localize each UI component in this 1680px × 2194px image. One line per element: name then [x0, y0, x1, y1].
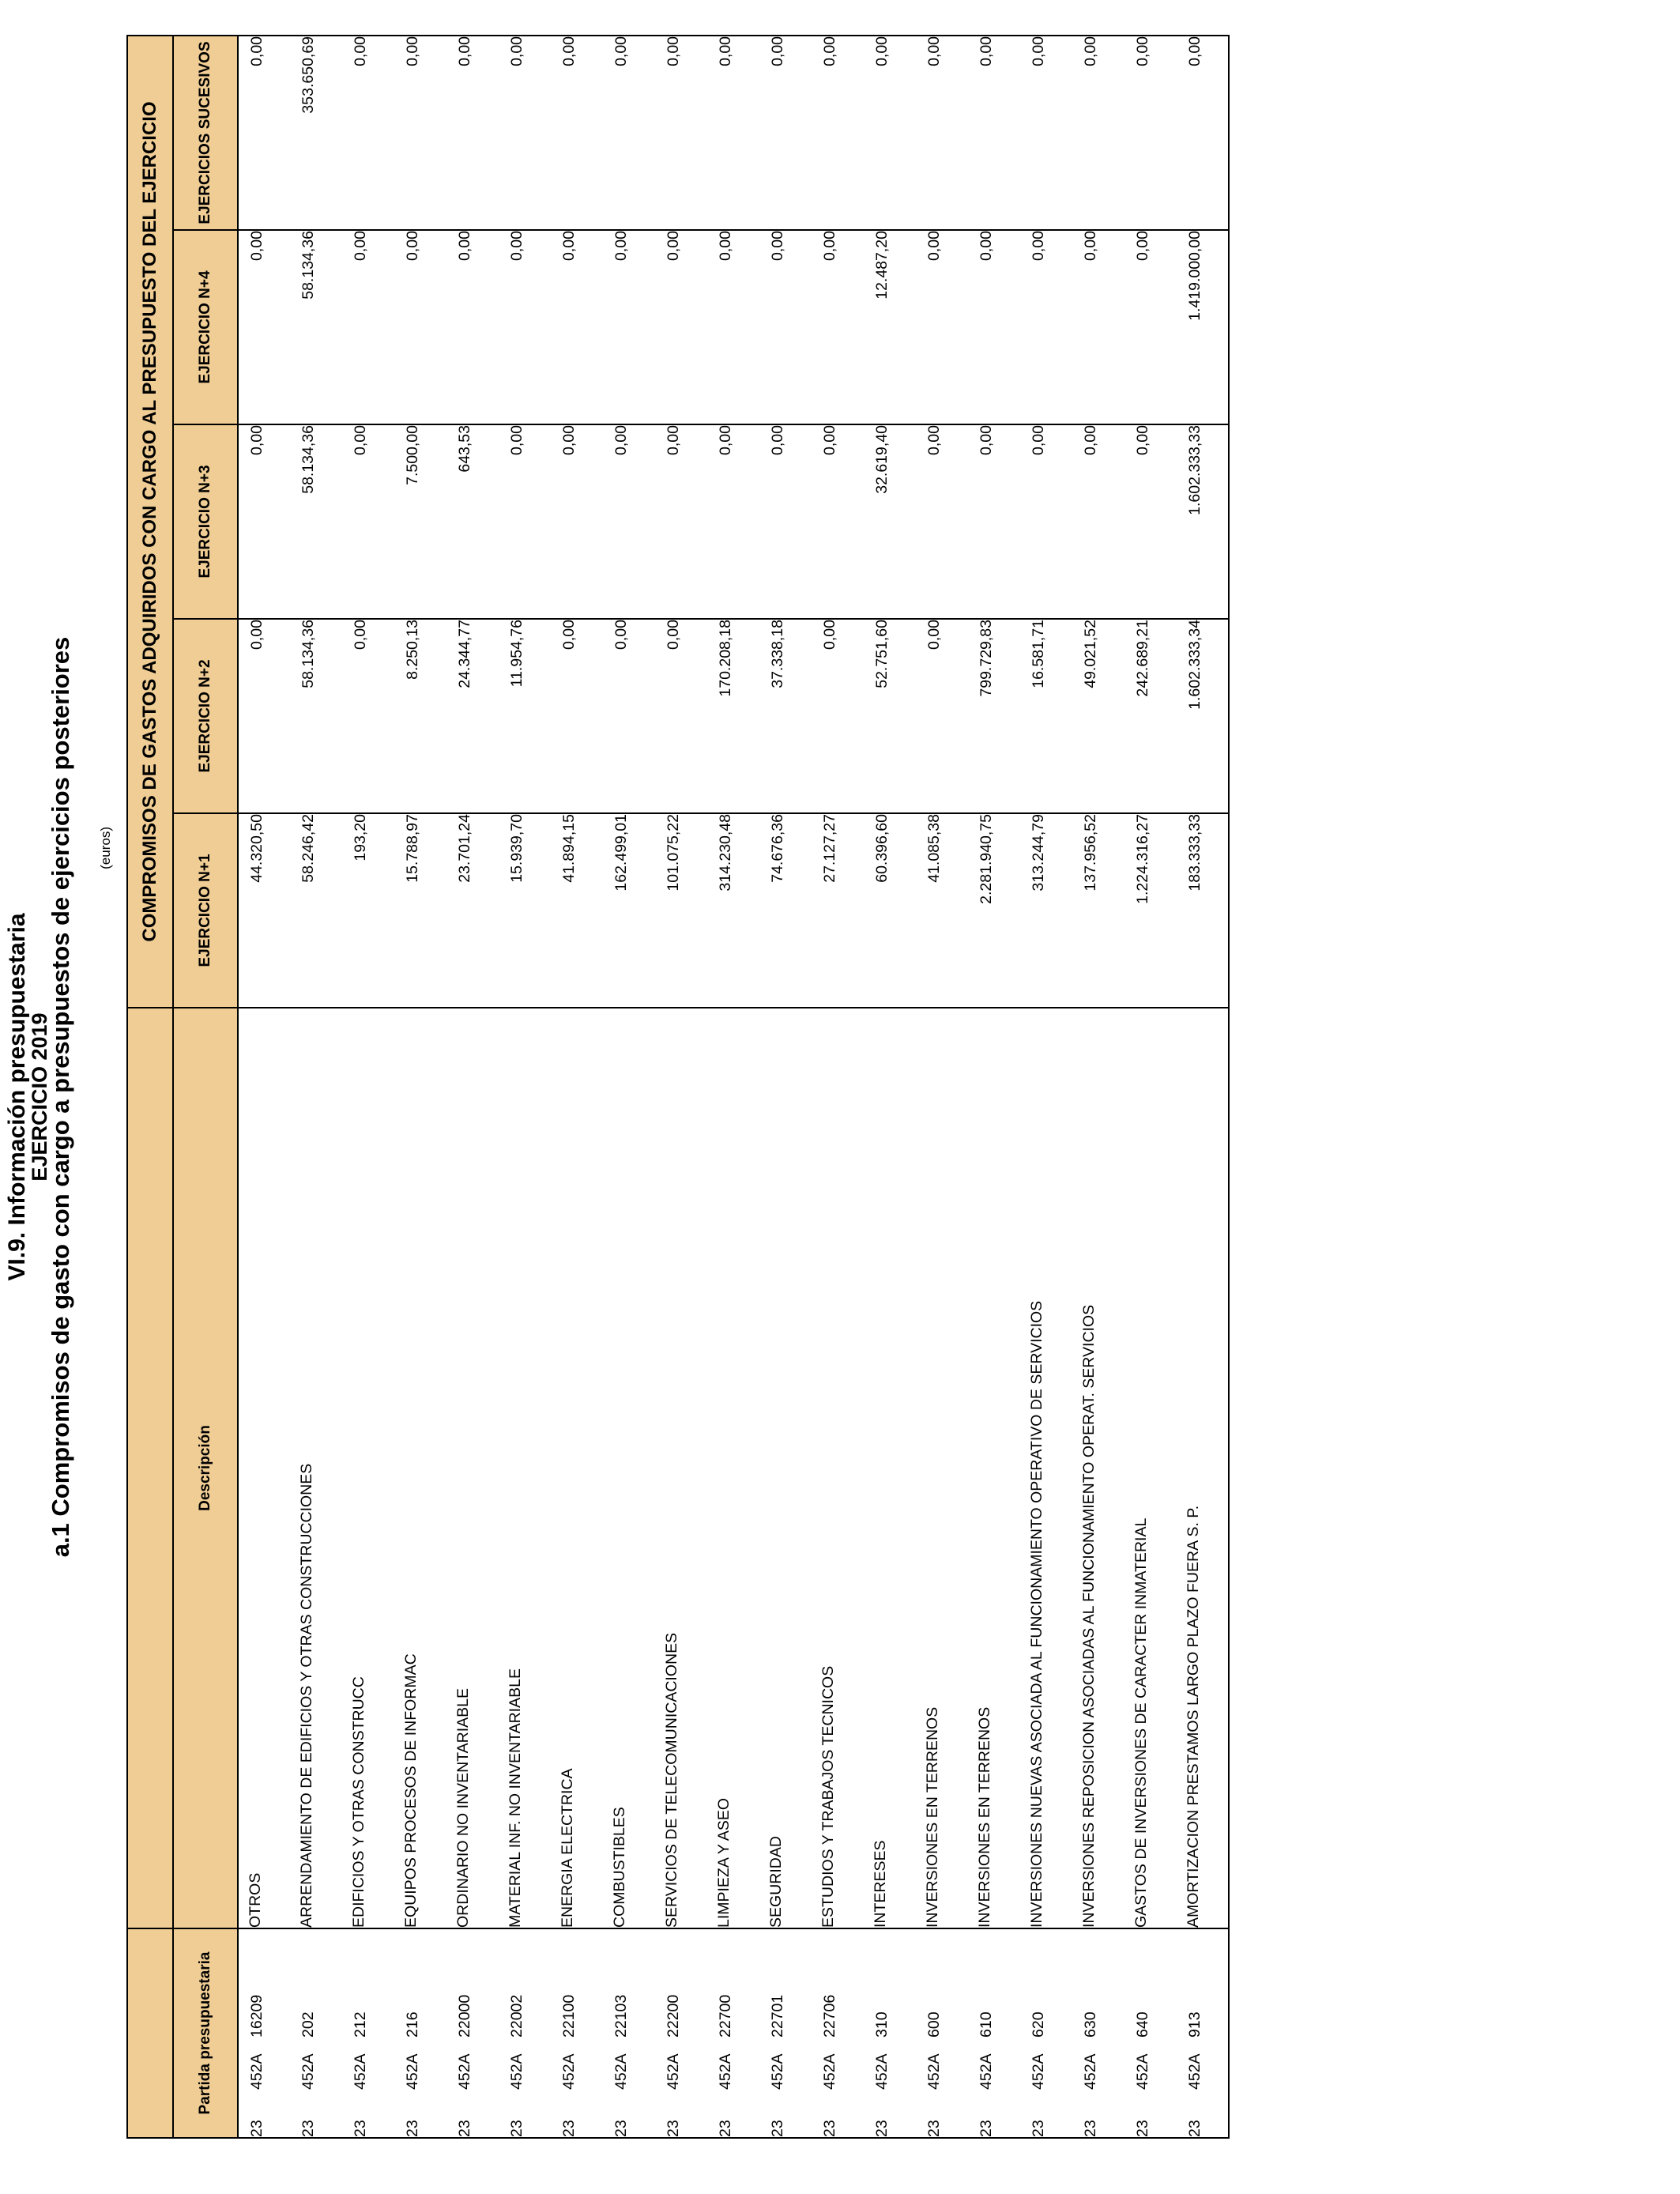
section-title: a.1 Compromisos de gasto con cargo a presupuestos de ejercicios posteriores [47, 636, 74, 1558]
amount-n1-cell: 15.788,97 [394, 813, 446, 1008]
partida-prog: 23 [404, 2120, 421, 2137]
partida-prog: 23 [769, 2120, 786, 2137]
partida-func: 452A [560, 2053, 578, 2090]
table-row [968, 36, 1020, 2138]
partida-func: 452A [248, 2053, 266, 2090]
table-row [342, 36, 394, 2138]
description-cell: INVERSIONES REPOSICION ASOCIADAS AL FUNCIONAMIENTO OPERAT. SERVICIOS [1072, 1008, 1124, 1928]
col-header-n1: EJERCICIO N+1 [173, 813, 238, 1008]
amount-n1-cell: 162.499,01 [603, 813, 655, 1008]
partida-func: 452A [404, 2053, 421, 2090]
col-header-partida: Partida presupuestaria [173, 1928, 238, 2138]
header-blank-descripcion [127, 1008, 173, 1928]
partida-cell [394, 1928, 446, 2138]
table-row [551, 36, 603, 2138]
amount-suc-cell: 0,00 [707, 36, 759, 230]
partida-func: 452A [665, 2053, 682, 2090]
amount-n4-cell: 0,00 [1124, 230, 1177, 424]
description-cell: GASTOS DE INVERSIONES DE CARACTER INMATERIAL [1124, 1008, 1177, 1928]
partida-econ: 620 [1030, 2011, 1047, 2038]
amount-n4-cell: 58.134,36 [290, 230, 342, 424]
partida-func: 452A [769, 2053, 786, 2090]
group-header: COMPROMISOS DE GASTOS ADQUIRIDOS CON CARGO AL PRESUPUESTO DEL EJERCICIO [127, 36, 173, 1008]
amount-n2-cell: 49.021,52 [1072, 619, 1124, 813]
unit-label: (euros) [98, 827, 113, 869]
description-cell: INVERSIONES EN TERRENOS [968, 1008, 1020, 1928]
amount-n4-cell: 0,00 [603, 230, 655, 424]
col-header-n2: EJERCICIO N+2 [173, 619, 238, 813]
amount-suc-cell: 0,00 [759, 36, 812, 230]
partida-func: 452A [821, 2053, 838, 2090]
table-row [499, 36, 551, 2138]
amount-n2-cell: 0,00 [238, 619, 290, 813]
amount-suc-cell: 0,00 [342, 36, 394, 230]
description-cell: SERVICIOS DE TELECOMUNICACIONES [655, 1008, 707, 1928]
amount-n3-cell: 0,00 [655, 424, 707, 619]
partida-econ: 22000 [456, 1994, 473, 2038]
amount-n4-cell: 0,00 [551, 230, 603, 424]
table-row [394, 36, 446, 2138]
partida-econ: 202 [299, 2011, 317, 2038]
description-cell: ENERGIA ELECTRICA [551, 1008, 603, 1928]
amount-n3-cell: 7.500,00 [394, 424, 446, 619]
table-row [603, 36, 655, 2138]
partida-econ: 22200 [665, 1994, 682, 2038]
partida-cell [1177, 1928, 1229, 2138]
amount-suc-cell: 353.650,69 [290, 36, 342, 230]
partida-cell [1072, 1928, 1124, 2138]
amount-n3-cell: 0,00 [342, 424, 394, 619]
partida-func: 452A [1030, 2053, 1047, 2090]
amount-n4-cell: 0,00 [446, 230, 499, 424]
partida-econ: 22701 [769, 1994, 786, 2038]
partida-econ: 600 [925, 2011, 943, 2038]
amount-n2-cell: 170.208,18 [707, 619, 759, 813]
description-cell: ORDINARIO NO INVENTARIABLE [446, 1008, 499, 1928]
amount-suc-cell: 0,00 [238, 36, 290, 230]
amount-n4-cell: 0,00 [707, 230, 759, 424]
partida-cell [499, 1928, 551, 2138]
partida-prog: 23 [1082, 2120, 1099, 2137]
amount-n3-cell: 0,00 [759, 424, 812, 619]
partida-econ: 22002 [508, 1994, 525, 2038]
amount-n2-cell: 0,00 [342, 619, 394, 813]
partida-func: 452A [1082, 2053, 1099, 2090]
partida-func: 452A [977, 2053, 995, 2090]
description-cell: EDIFICIOS Y OTRAS CONSTRUCC [342, 1008, 394, 1928]
amount-n3-cell: 0,00 [968, 424, 1020, 619]
amount-n4-cell: 0,00 [342, 230, 394, 424]
partida-econ: 310 [873, 2011, 891, 2038]
amount-n1-cell: 41.085,38 [916, 813, 968, 1008]
amount-n2-cell: 16.581,71 [1020, 619, 1072, 813]
amount-suc-cell: 0,00 [1020, 36, 1072, 230]
description-cell: ESTUDIOS Y TRABAJOS TECNICOS [812, 1008, 864, 1928]
amount-suc-cell: 0,00 [551, 36, 603, 230]
partida-func: 452A [925, 2053, 943, 2090]
description-cell: INTERESES [864, 1008, 916, 1928]
partida-prog: 23 [508, 2120, 525, 2137]
description-cell: MATERIAL INF. NO INVENTARIABLE [499, 1008, 551, 1928]
amount-n3-cell: 0,00 [916, 424, 968, 619]
amount-n1-cell: 314.230,48 [707, 813, 759, 1008]
amount-suc-cell: 0,00 [1072, 36, 1124, 230]
amount-n3-cell: 0,00 [238, 424, 290, 619]
amount-suc-cell: 0,00 [916, 36, 968, 230]
partida-cell [342, 1928, 394, 2138]
amount-n4-cell: 0,00 [238, 230, 290, 424]
amount-n4-cell: 0,00 [499, 230, 551, 424]
amount-n3-cell: 0,00 [1020, 424, 1072, 619]
partida-func: 452A [352, 2053, 369, 2090]
partida-prog: 23 [248, 2120, 266, 2137]
amount-n1-cell: 23.701,24 [446, 813, 499, 1008]
amount-n3-cell: 0,00 [1072, 424, 1124, 619]
amount-n4-cell: 0,00 [1020, 230, 1072, 424]
partida-prog: 23 [925, 2120, 943, 2137]
table-row [916, 36, 968, 2138]
partida-econ: 22706 [821, 1994, 838, 2038]
col-header-n4: EJERCICIO N+4 [173, 230, 238, 424]
partida-func: 452A [456, 2053, 473, 2090]
amount-n2-cell: 0,00 [603, 619, 655, 813]
partida-econ: 640 [1134, 2011, 1151, 2038]
amount-suc-cell: 0,00 [968, 36, 1020, 230]
amount-n1-cell: 183.333,33 [1177, 813, 1229, 1008]
table-row [655, 36, 707, 2138]
amount-n4-cell: 0,00 [968, 230, 1020, 424]
partida-econ: 16209 [248, 1994, 266, 2038]
amount-n2-cell: 0,00 [812, 619, 864, 813]
partida-func: 452A [1134, 2053, 1151, 2090]
amount-n4-cell: 0,00 [759, 230, 812, 424]
amount-n2-cell: 8.250,13 [394, 619, 446, 813]
amount-suc-cell: 0,00 [864, 36, 916, 230]
partida-prog: 23 [560, 2120, 578, 2137]
description-cell: INVERSIONES NUEVAS ASOCIADA AL FUNCIONAMIENTO OPERATIVO DE SERVICIOS [1020, 1008, 1072, 1928]
amount-suc-cell: 0,00 [1124, 36, 1177, 230]
amount-n2-cell: 24.344,77 [446, 619, 499, 813]
table-row [1177, 36, 1229, 2138]
amount-suc-cell: 0,00 [499, 36, 551, 230]
col-header-descripcion: Descripción [173, 1008, 238, 1928]
page-title: VI.9. Información presupuestaria [4, 913, 30, 1281]
table-row [238, 36, 290, 2138]
amount-n4-cell: 0,00 [394, 230, 446, 424]
partida-func: 452A [1186, 2053, 1203, 2090]
partida-cell [603, 1928, 655, 2138]
description-cell: INVERSIONES EN TERRENOS [916, 1008, 968, 1928]
amount-n1-cell: 15.939,70 [499, 813, 551, 1008]
partida-prog: 23 [717, 2120, 734, 2137]
amount-n1-cell: 41.894,15 [551, 813, 603, 1008]
partida-prog: 23 [456, 2120, 473, 2137]
description-cell: AMORTIZACION PRESTAMOS LARGO PLAZO FUERA S. P. [1177, 1008, 1229, 1928]
amount-suc-cell: 0,00 [603, 36, 655, 230]
partida-cell [446, 1928, 499, 2138]
table-row [446, 36, 499, 2138]
amount-n2-cell: 1.602.333,34 [1177, 619, 1229, 813]
amount-n1-cell: 27.127,27 [812, 813, 864, 1008]
partida-prog: 23 [665, 2120, 682, 2137]
description-cell: COMBUSTIBLES [603, 1008, 655, 1928]
partida-func: 452A [299, 2053, 317, 2090]
partida-func: 452A [717, 2053, 734, 2090]
amount-n1-cell: 58.246,42 [290, 813, 342, 1008]
partida-cell [238, 1928, 290, 2138]
table-row [864, 36, 916, 2138]
amount-n3-cell: 0,00 [707, 424, 759, 619]
partida-func: 452A [612, 2053, 630, 2090]
partida-cell [759, 1928, 812, 2138]
partida-econ: 630 [1082, 2011, 1099, 2038]
partida-prog: 23 [612, 2120, 630, 2137]
amount-n3-cell: 0,00 [603, 424, 655, 619]
amount-suc-cell: 0,00 [394, 36, 446, 230]
amount-n2-cell: 58.134,36 [290, 619, 342, 813]
amount-n3-cell: 0,00 [499, 424, 551, 619]
partida-cell [655, 1928, 707, 2138]
table-body [238, 36, 1229, 2138]
amount-n2-cell: 242.689,21 [1124, 619, 1177, 813]
amount-n1-cell: 74.676,36 [759, 813, 812, 1008]
amount-n4-cell: 12.487,20 [864, 230, 916, 424]
amount-n1-cell: 313.244,79 [1020, 813, 1072, 1008]
partida-prog: 23 [1134, 2120, 1151, 2137]
partida-cell [290, 1928, 342, 2138]
amount-n4-cell: 0,00 [1072, 230, 1124, 424]
partida-prog: 23 [352, 2120, 369, 2137]
amount-n2-cell: 0,00 [916, 619, 968, 813]
partida-cell [864, 1928, 916, 2138]
partida-cell [968, 1928, 1020, 2138]
amount-n1-cell: 44.320,50 [238, 813, 290, 1008]
table-row [759, 36, 812, 2138]
partida-prog: 23 [299, 2120, 317, 2137]
amount-n4-cell: 0,00 [655, 230, 707, 424]
table-row [290, 36, 342, 2138]
amount-n2-cell: 0,00 [655, 619, 707, 813]
partida-cell [1124, 1928, 1177, 2138]
table-row [1020, 36, 1072, 2138]
amount-n3-cell: 643,53 [446, 424, 499, 619]
description-cell: OTROS [238, 1008, 290, 1928]
amount-n3-cell: 0,00 [812, 424, 864, 619]
commitments-table [126, 35, 1230, 2139]
partida-cell [812, 1928, 864, 2138]
amount-n1-cell: 1.224.316,27 [1124, 813, 1177, 1008]
partida-cell [1020, 1928, 1072, 2138]
amount-n3-cell: 58.134,36 [290, 424, 342, 619]
partida-econ: 22100 [560, 1994, 578, 2038]
amount-n2-cell: 799.729,83 [968, 619, 1020, 813]
amount-n1-cell: 2.281.940,75 [968, 813, 1020, 1008]
amount-n1-cell: 193,20 [342, 813, 394, 1008]
partida-func: 452A [873, 2053, 891, 2090]
table-row [1072, 36, 1124, 2138]
partida-econ: 22103 [612, 1994, 630, 2038]
partida-econ: 216 [404, 2011, 421, 2038]
amount-n2-cell: 37.338,18 [759, 619, 812, 813]
amount-suc-cell: 0,00 [812, 36, 864, 230]
description-cell: SEGURIDAD [759, 1008, 812, 1928]
amount-n4-cell: 0,00 [812, 230, 864, 424]
amount-n1-cell: 60.396,60 [864, 813, 916, 1008]
partida-prog: 23 [1030, 2120, 1047, 2137]
table-row [1124, 36, 1177, 2138]
amount-suc-cell: 0,00 [655, 36, 707, 230]
partida-prog: 23 [1186, 2120, 1203, 2137]
partida-func: 452A [508, 2053, 525, 2090]
partida-prog: 23 [977, 2120, 995, 2137]
amount-n3-cell: 32.619,40 [864, 424, 916, 619]
amount-n3-cell: 0,00 [1124, 424, 1177, 619]
partida-cell [707, 1928, 759, 2138]
description-cell: ARRENDAMIENTO DE EDIFICIOS Y OTRAS CONSTRUCCIONES [290, 1008, 342, 1928]
partida-econ: 22700 [717, 1994, 734, 2038]
partida-cell [551, 1928, 603, 2138]
partida-econ: 212 [352, 2011, 369, 2038]
partida-econ: 913 [1186, 2011, 1203, 2038]
description-cell: EQUIPOS PROCESOS DE INFORMAC [394, 1008, 446, 1928]
table-row [812, 36, 864, 2138]
amount-n2-cell: 11.954,76 [499, 619, 551, 813]
amount-n1-cell: 137.956,52 [1072, 813, 1124, 1008]
partida-econ: 610 [977, 2011, 995, 2038]
page-subtitle: EJERCICIO 2019 [28, 1012, 51, 1182]
amount-n4-cell: 1.419.000,00 [1177, 230, 1229, 424]
amount-n2-cell: 0,00 [551, 619, 603, 813]
amount-n2-cell: 52.751,60 [864, 619, 916, 813]
amount-n3-cell: 1.602.333,33 [1177, 424, 1229, 619]
amount-n1-cell: 101.075,22 [655, 813, 707, 1008]
col-header-n3: EJERCICIO N+3 [173, 424, 238, 619]
amount-suc-cell: 0,00 [1177, 36, 1229, 230]
header-blank-partida [127, 1928, 173, 2138]
partida-cell [916, 1928, 968, 2138]
table-row [707, 36, 759, 2138]
col-header-sucesivos: EJERCICIOS SUCESIVOS [173, 36, 238, 230]
description-cell: LIMPIEZA Y ASEO [707, 1008, 759, 1928]
partida-prog: 23 [821, 2120, 838, 2137]
amount-n4-cell: 0,00 [916, 230, 968, 424]
amount-n3-cell: 0,00 [551, 424, 603, 619]
amount-suc-cell: 0,00 [446, 36, 499, 230]
partida-prog: 23 [873, 2120, 891, 2137]
